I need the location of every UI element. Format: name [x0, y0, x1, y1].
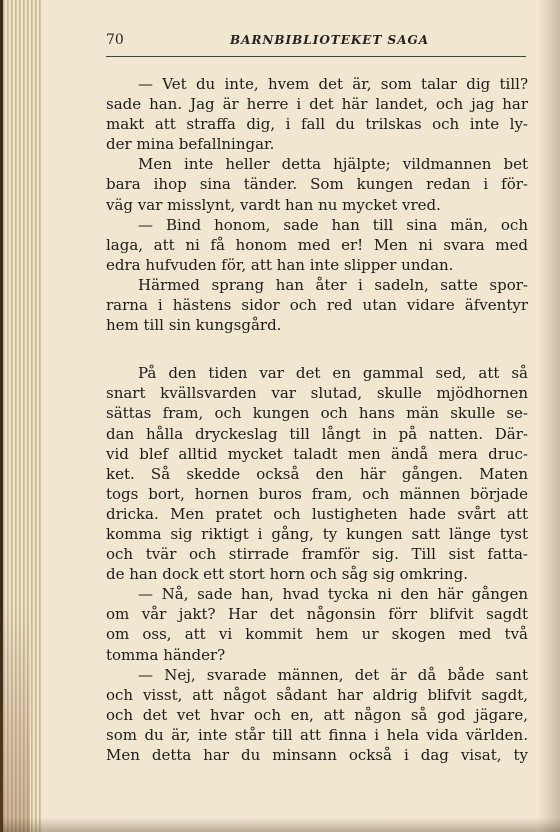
section-break	[106, 335, 528, 363]
text-line: Men inte heller detta hjälpte; vildmannen bet	[138, 155, 528, 174]
text-line: — Nej, svarade männen, det är då både sant	[138, 665, 528, 684]
paragraph	[106, 584, 528, 664]
header-rule	[106, 56, 526, 57]
text-line: laga, att ni få honom med er! Men ni svara med	[106, 235, 528, 254]
text-line: som du är, inte står till att finna i hela vida världen.	[106, 725, 528, 744]
text-line: om oss, att vi kommit hem ur skogen med två	[106, 625, 528, 644]
paragraph	[106, 215, 528, 275]
text-line: På den tiden var det en gammal sed, att så	[138, 364, 528, 383]
text-line: tomma händer?	[106, 645, 226, 664]
body-text	[106, 74, 528, 765]
text-line: och tvär och stirrade framför sig. Till sist fatta-	[106, 545, 528, 564]
paragraph	[106, 363, 528, 584]
text-line: ket. Så skedde också den här gången. Maten	[106, 464, 528, 483]
page-bottom-shadow	[0, 818, 560, 832]
text-line: och visst, att något sådant har aldrig blifvit sagdt,	[106, 685, 528, 704]
text-line: togs bort, hornen buros fram, och männen började	[106, 484, 528, 503]
text-line: — Vet du inte, hvem det är, som talar dig till?	[138, 75, 528, 93]
text-line: — Nå, sade han, hvad tycka ni den här gången	[138, 585, 528, 604]
text-line: sade han. Jag är herre i det här landet, och jag har	[106, 95, 528, 114]
text-line: Men detta har du minsann också i dag visat, ty	[106, 746, 528, 764]
paragraph	[106, 665, 528, 765]
text-line: komma sig riktigt i gång, ty kungen satt länge tyst	[106, 524, 528, 543]
text-line: — Bind honom, sade han till sina män, och	[138, 215, 528, 234]
paragraph	[106, 154, 528, 214]
text-line: vid blef alltid mycket taladt men ändå mera druc-	[106, 444, 528, 463]
text-line: sättas fram, och kungen och hans män skulle se-	[106, 404, 528, 423]
paragraph	[106, 275, 528, 335]
text-line: der mina befallningar.	[106, 135, 275, 154]
text-line: rarna i hästens sidor och red utan vidare äfventyr	[106, 296, 528, 315]
text-line: dan hålla dryckeslag till långt in på natten. Där-	[106, 424, 528, 443]
text-line: snart kvällsvarden var slutad, skulle mjödhornen	[106, 384, 528, 403]
text-line: väg var misslynt, vardt han nu mycket vred.	[106, 195, 441, 214]
text-line: de han dock ett stort horn och såg sig omkring.	[106, 565, 468, 584]
text-line: bara ihop sina tänder. Som kungen redan i för-	[106, 175, 528, 194]
text-line: edra hufvuden för, att han inte slipper undan.	[106, 255, 454, 274]
text-line: Härmed sprang han åter i sadeln, satte spor-	[138, 275, 528, 294]
text-line: dricka. Men pratet och lustigheten hade svårt att	[106, 504, 528, 523]
text-line: hem till sin kungsgård.	[106, 316, 282, 335]
text-line: makt att straffa dig, i fall du trilskas och inte ly-	[106, 115, 528, 134]
text-line: och det vet hvar och en, att någon så god jägare,	[106, 705, 528, 724]
running-head: BARNBIBLIOTEKET SAGA	[230, 33, 430, 47]
page-right-shadow	[538, 0, 560, 832]
page-header	[106, 32, 526, 52]
page-number: 70	[106, 32, 124, 48]
text-line: om vår jakt? Har det någonsin förr blifvit sagdt	[106, 605, 528, 624]
paragraph	[106, 74, 528, 154]
edge-discoloration	[0, 600, 30, 832]
